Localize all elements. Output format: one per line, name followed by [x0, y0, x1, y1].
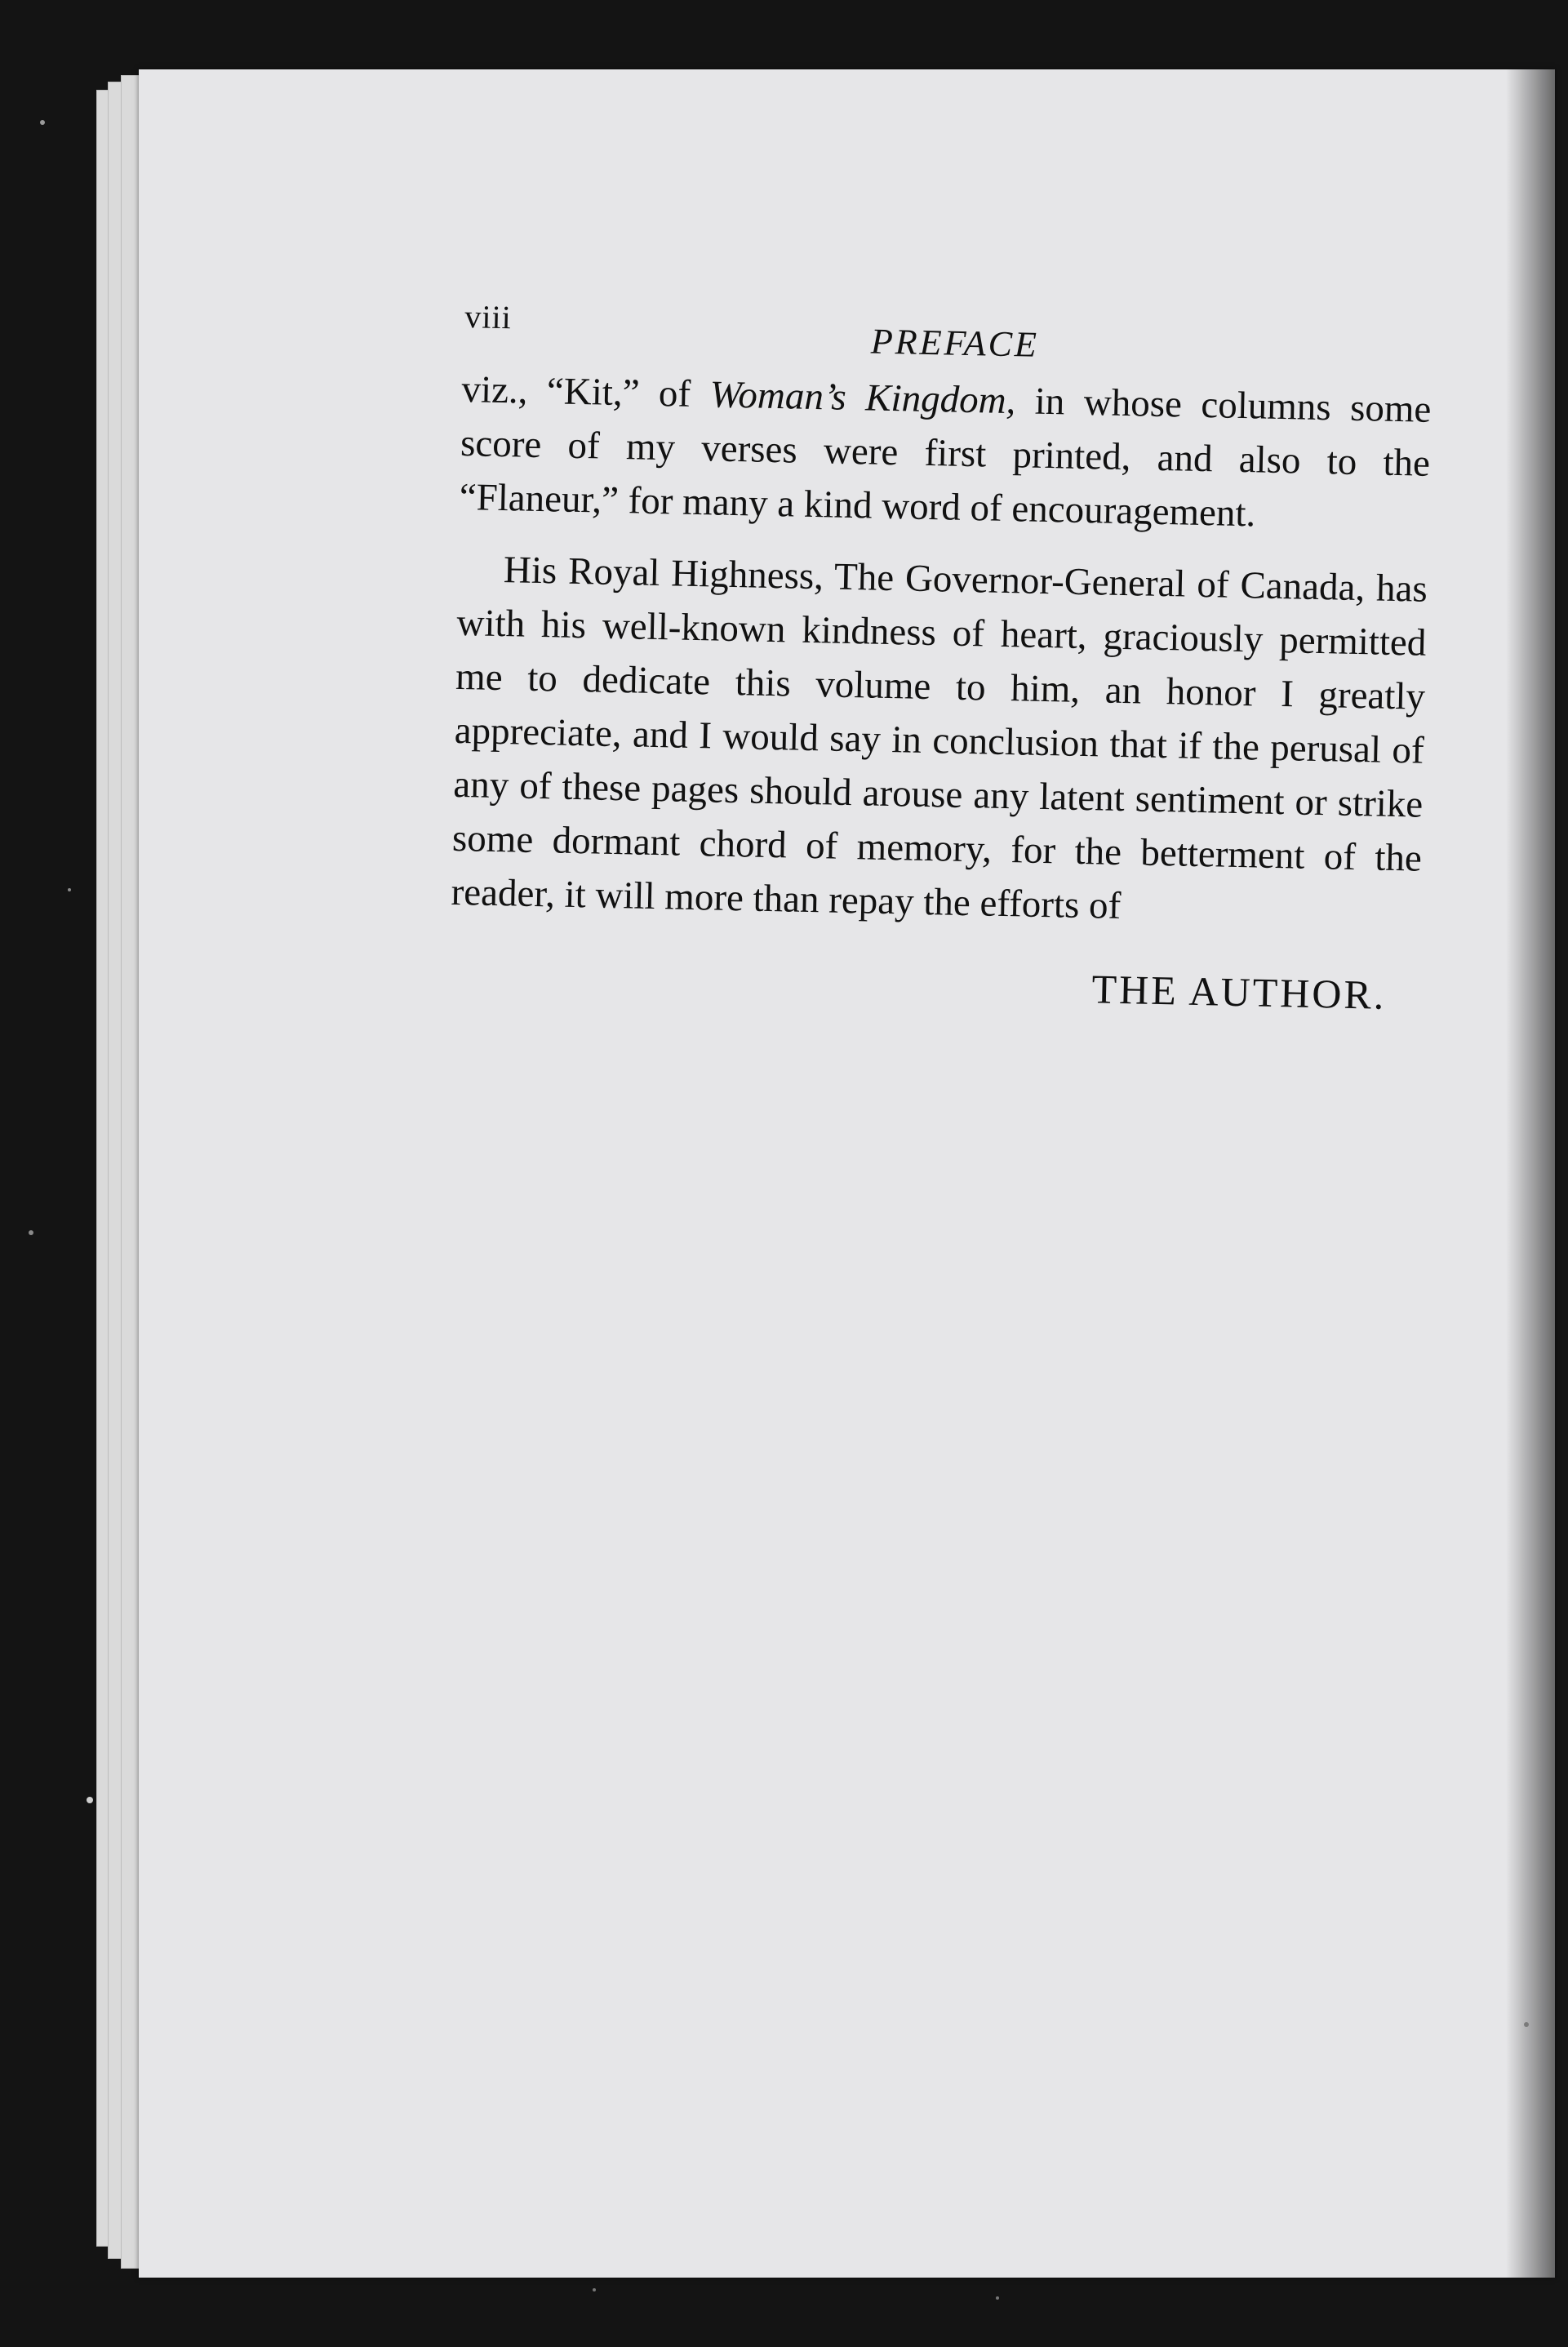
signature: THE AUTHOR.	[1091, 966, 1387, 1018]
paragraph: His Royal Highness, The Governor-General of Canada, has with his well-known kindness of heart, graciously permitted me to dedicate this volume to him, an honor I greatly appreciate, and I would say in conclusion that if the perusal of any of these pages should arouse any latent sentiment or strike some dormant chord of memory, for the betterment of the reader, it will more than repay the efforts of	[451, 549, 1428, 928]
page-text-block	[294, 294, 1433, 1020]
page-number: viii	[464, 298, 513, 336]
spine-shadow	[1506, 69, 1555, 2278]
paragraph-text: in whose columns some score of my verses were first printed, and also to the “Flaneur,” for many a kind word of encouragement.	[459, 380, 1432, 536]
italic-title: Woman’s Kingdom,	[709, 373, 1016, 423]
body-text	[451, 362, 1432, 940]
paragraph	[459, 362, 1432, 545]
running-title: PREFACE	[870, 321, 1040, 365]
paragraph-text: viz., “Kit,” of	[461, 367, 711, 416]
